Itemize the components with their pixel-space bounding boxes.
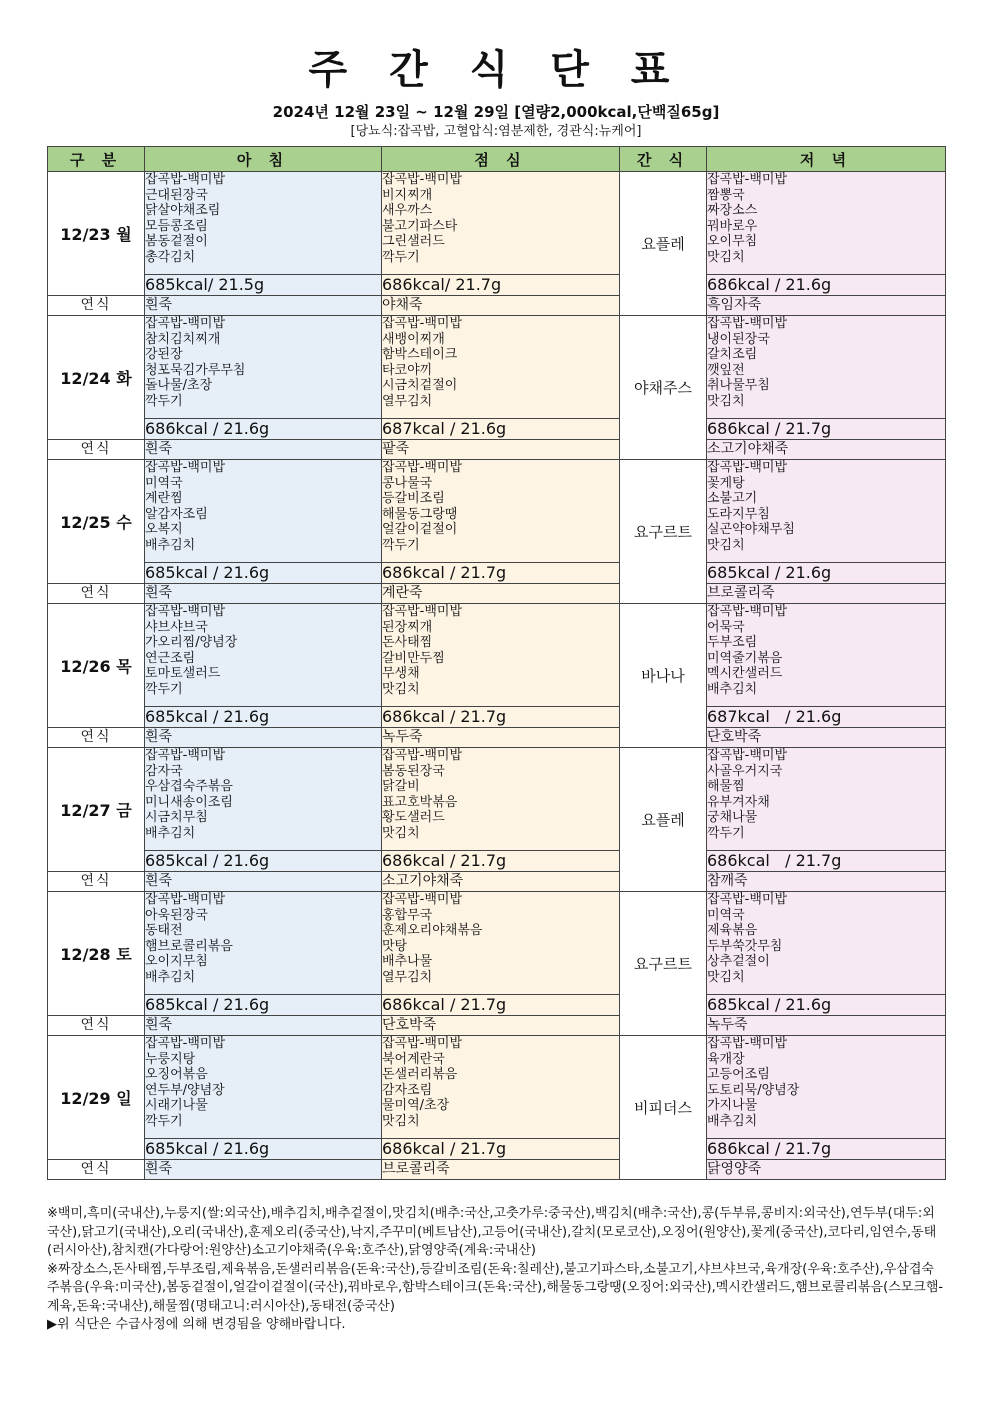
lunch-dish: 잡곡밥-백미밥 [382,316,463,331]
origin-note-1: ※백미,흑미(국내산),누룽지(쌀:외국산),배추김치,배추겉절이,맛김치(배추:국산,고춧가루:중국산),백김치(배추:국산),콩(두부류,콩비지:외국산),연두부(대두:외국산),닭고기(국내산),오리(국내산),훈제오리(중국산),낙지,주꾸미(베트남산),고등어(국내산),갈치(모로코산),오징어(원양산),꽃게(중국산),코다리,임연수,동태(러시아산),참치캔(가다랑어:원양산)소고기야채죽(우육:호주산),닭영양죽(계육:국내산) [47,1206,937,1258]
lunch-dish: 잡곡밥-백미밥 [382,604,463,619]
lunch-dish: 콩나물국 [382,475,433,491]
lunch-dish: 봄동된장국 [382,763,445,779]
lunch-soft-diet: 팥죽 [382,440,620,460]
header-category: 구 분 [48,147,145,172]
table-row [48,316,946,419]
dinner-dish: 잡곡밥-백미밥 [707,604,788,619]
dinner-dish: 잡곡밥-백미밥 [707,172,788,187]
kcal-row [48,563,946,584]
dinner-dishes [707,748,946,851]
lunch-dish: 물미역/초장 [382,1098,450,1114]
breakfast-dish: 오징어볶음 [145,1067,208,1083]
change-notice: ▶위 식단은 수급사정에 의해 변경됨을 양해바랍니다. [47,1317,346,1332]
breakfast-soft-diet: 흰죽 [145,584,382,604]
page-title: 주 간 식 단 표 [308,47,684,93]
lunch-dishes [382,604,620,707]
header-snack: 간 식 [620,147,707,172]
dinner-dishes [707,892,946,995]
breakfast-dish: 근대된장국 [145,187,208,203]
dinner-soft-diet: 소고기야채죽 [707,440,946,460]
soft-diet-label: 연식 [48,728,145,748]
dinner-dish: 도토리묵/양념장 [707,1082,800,1098]
breakfast-dish: 잡곡밥-백미밥 [145,460,226,475]
dinner-dish: 꿔바로우 [707,218,758,234]
dinner-dishes [707,460,946,563]
lunch-kcal: 686kcal/ 21.7g [382,275,620,296]
breakfast-dish: 깍두기 [145,681,183,697]
lunch-soft-diet: 녹두죽 [382,728,620,748]
lunch-dish: 그린샐러드 [382,234,445,250]
table-row [48,892,946,995]
breakfast-dish: 시금치무침 [145,810,208,826]
dinner-dish: 육개장 [707,1051,745,1067]
breakfast-dish: 배추김치 [145,969,196,985]
breakfast-dish: 미역국 [145,475,183,491]
soft-diet-row [48,728,946,748]
table-row [48,1036,946,1139]
breakfast-dishes [145,316,382,419]
dinner-dish: 실곤약야채무침 [707,522,795,538]
breakfast-dish: 오복지 [145,522,183,538]
lunch-dish: 훈제오리야채볶음 [382,923,483,939]
breakfast-dish: 총각김치 [145,249,196,265]
day-label: 12/29 일 [48,1036,145,1160]
lunch-dish: 북어계란국 [382,1051,445,1067]
breakfast-soft-diet: 흰죽 [145,440,382,460]
breakfast-soft-diet: 흰죽 [145,728,382,748]
dinner-dishes [707,316,946,419]
dinner-soft-diet: 녹두죽 [707,1016,946,1036]
lunch-dish: 얼갈이겉절이 [382,522,458,538]
dinner-dish: 냉이된장국 [707,331,770,347]
breakfast-dish: 돌나물/초장 [145,378,213,394]
dinner-dish: 해물찜 [707,779,745,795]
breakfast-dish: 알감자조림 [145,506,208,522]
dinner-kcal: 686kcal / 21.7g [707,851,946,872]
day-label: 12/24 화 [48,316,145,440]
breakfast-dishes [145,460,382,563]
breakfast-kcal: 685kcal / 21.6g [145,707,382,728]
breakfast-dish: 연두부/양념장 [145,1082,225,1098]
snack-item: 비피더스 [620,1036,707,1180]
table-header-row [48,147,946,172]
snack-item: 요구르트 [620,892,707,1036]
kcal-row [48,851,946,872]
lunch-dish: 잡곡밥-백미밥 [382,892,463,907]
breakfast-dishes [145,1036,382,1139]
lunch-dish: 맛탕 [382,938,408,954]
soft-diet-label: 연식 [48,584,145,604]
kcal-row [48,707,946,728]
lunch-dish: 맛김치 [382,825,420,841]
breakfast-dish: 토마토샐러드 [145,666,221,682]
origin-notes [47,1205,945,1335]
breakfast-dishes [145,892,382,995]
soft-diet-row [48,584,946,604]
breakfast-dish: 잡곡밥-백미밥 [145,172,226,187]
dinner-dish: 배추김치 [707,681,758,697]
dinner-dishes [707,604,946,707]
dinner-dish: 짜장소스 [707,203,758,219]
lunch-soft-diet: 소고기야채죽 [382,872,620,892]
dinner-dish: 꽃게탕 [707,475,745,491]
dinner-dish: 사골우거지국 [707,763,783,779]
lunch-dish: 황도샐러드 [382,810,445,826]
lunch-dishes [382,1036,620,1139]
day-label: 12/25 수 [48,460,145,584]
dinner-soft-diet: 브로콜리죽 [707,584,946,604]
soft-diet-label: 연식 [48,872,145,892]
lunch-dish: 열무김치 [382,969,433,985]
breakfast-kcal: 685kcal/ 21.5g [145,275,382,296]
breakfast-dish: 미니새송이조림 [145,794,233,810]
lunch-dish: 깍두기 [382,537,420,553]
lunch-soft-diet: 브로콜리죽 [382,1160,620,1180]
dinner-kcal: 686kcal / 21.7g [707,1139,946,1160]
dinner-dish: 제육볶음 [707,923,758,939]
dinner-dish: 잡곡밥-백미밥 [707,748,788,763]
weekly-menu-table [47,146,946,1180]
dinner-dish: 잡곡밥-백미밥 [707,460,788,475]
soft-diet-row [48,1160,946,1180]
dinner-dish: 잡곡밥-백미밥 [707,1036,788,1051]
dinner-dish: 갈치조림 [707,347,758,363]
breakfast-dish: 잡곡밥-백미밥 [145,1036,226,1051]
header-lunch: 점 심 [382,147,620,172]
header-breakfast: 아 침 [145,147,382,172]
snack-item: 요구르트 [620,460,707,604]
dinner-dish: 두부조림 [707,635,758,651]
soft-diet-label: 연식 [48,1160,145,1180]
breakfast-dish: 모듬콩조림 [145,218,208,234]
lunch-dish: 해물동그랑땡 [382,506,458,522]
lunch-kcal: 686kcal / 21.7g [382,707,620,728]
lunch-dish: 잡곡밥-백미밥 [382,172,463,187]
lunch-kcal: 686kcal / 21.7g [382,563,620,584]
dinner-dish: 깍두기 [707,825,745,841]
lunch-dish: 무생채 [382,666,420,682]
lunch-dish: 새우까스 [382,203,433,219]
breakfast-dishes [145,748,382,851]
breakfast-soft-diet: 흰죽 [145,1016,382,1036]
breakfast-dish: 잡곡밥-백미밥 [145,748,226,763]
breakfast-dish: 우삼겹숙주볶음 [145,779,233,795]
dinner-dish: 두부쑥갓무침 [707,938,783,954]
soft-diet-label: 연식 [48,1016,145,1036]
dinner-dish: 잡곡밥-백미밥 [707,892,788,907]
dinner-dish: 상추겉절이 [707,954,770,970]
dinner-kcal: 687kcal / 21.6g [707,707,946,728]
breakfast-kcal: 685kcal / 21.6g [145,563,382,584]
lunch-kcal: 686kcal / 21.7g [382,851,620,872]
breakfast-dish: 깍두기 [145,393,183,409]
lunch-dish: 비지찌개 [382,187,433,203]
lunch-kcal: 686kcal / 21.7g [382,995,620,1016]
breakfast-kcal: 685kcal / 21.6g [145,851,382,872]
lunch-dish: 불고기파스타 [382,218,458,234]
breakfast-dish: 참치김치찌개 [145,331,221,347]
breakfast-soft-diet: 흰죽 [145,872,382,892]
snack-item: 야채주스 [620,316,707,460]
dinner-dish: 취나물무침 [707,378,770,394]
dinner-dish: 도라지무침 [707,506,770,522]
date-range-subtitle: 2024년 12월 23일 ~ 12월 29일 [열량2,000kcal,단백질65g] [272,103,720,121]
lunch-kcal: 687kcal / 21.6g [382,419,620,440]
lunch-dish: 열무김치 [382,393,433,409]
breakfast-dish: 시래기나물 [145,1098,208,1114]
day-label: 12/23 월 [48,172,145,296]
dinner-dishes [707,1036,946,1139]
breakfast-dish: 닭살야채조림 [145,203,221,219]
breakfast-soft-diet: 흰죽 [145,1160,382,1180]
day-label: 12/27 금 [48,748,145,872]
diet-note: [당뇨식:잡곡밥, 고혈압식:염분제한, 경관식:뉴케어] [350,124,642,139]
lunch-dish: 표고호박볶음 [382,794,458,810]
snack-item: 요플레 [620,172,707,316]
dinner-soft-diet: 단호박죽 [707,728,946,748]
origin-note-2: ※짜장소스,돈사태찜,두부조림,제육볶음,돈샐러리볶음(돈육:국산),등갈비조림(돈육:칠레산),불고기파스타,소불고기,샤브샤브국,육개장(우육:호주산),우삼겹숙주볶음(우육:미국산),봄동겉절이,얼갈이겉절이(국산),꿔바로우,함박스테이크(돈육:국산),해물동그랑땡(오징어:외국산),멕시칸샐러드,햄브로콜리볶음(스모크햄-계육,돈육:국내산),해물찜(명태고니:러시아산),동태전(중국산) [47,1261,944,1314]
breakfast-dish: 청포묵김가루무침 [145,362,246,378]
breakfast-dishes [145,604,382,707]
dinner-soft-diet: 참깨죽 [707,872,946,892]
dinner-dish: 궁채나물 [707,810,758,826]
lunch-soft-diet: 계란죽 [382,584,620,604]
breakfast-dish: 동태전 [145,923,183,939]
lunch-dish: 새뱅이찌개 [382,331,445,347]
dinner-dish: 맛김치 [707,249,745,265]
lunch-dish: 함박스테이크 [382,347,458,363]
lunch-dish: 배추나물 [382,954,433,970]
breakfast-dish: 샤브샤브국 [145,619,208,635]
dinner-dish: 오이무침 [707,234,758,250]
soft-diet-row [48,1016,946,1036]
lunch-dish: 타코야끼 [382,362,433,378]
breakfast-kcal: 685kcal / 21.6g [145,995,382,1016]
table-row [48,172,946,275]
lunch-dish: 감자조림 [382,1082,433,1098]
dinner-dish: 미역국 [707,907,745,923]
dinner-dish: 맛김치 [707,969,745,985]
lunch-dish: 돈샐러리볶음 [382,1067,458,1083]
breakfast-dish: 잡곡밥-백미밥 [145,316,226,331]
lunch-dish: 된장찌개 [382,619,433,635]
breakfast-dish: 배추김치 [145,537,196,553]
breakfast-soft-diet: 흰죽 [145,296,382,316]
breakfast-dish: 오이지무침 [145,954,208,970]
lunch-dish: 잡곡밥-백미밥 [382,748,463,763]
dinner-dishes [707,172,946,275]
table-row [48,748,946,851]
breakfast-dish: 계란찜 [145,491,183,507]
breakfast-dish: 강된장 [145,347,183,363]
dinner-dish: 소불고기 [707,491,758,507]
lunch-dishes [382,172,620,275]
breakfast-dishes [145,172,382,275]
dinner-dish: 어묵국 [707,619,745,635]
breakfast-dish: 누룽지탕 [145,1051,196,1067]
lunch-soft-diet: 단호박죽 [382,1016,620,1036]
dinner-dish: 잡곡밥-백미밥 [707,316,788,331]
lunch-dish: 맛김치 [382,681,420,697]
breakfast-dish: 햄브로콜리볶음 [145,938,233,954]
soft-diet-label: 연식 [48,296,145,316]
breakfast-dish: 깍두기 [145,1113,183,1129]
dinner-kcal: 686kcal / 21.7g [707,419,946,440]
dinner-dish: 미역줄기볶음 [707,650,783,666]
soft-diet-row [48,872,946,892]
lunch-dishes [382,460,620,563]
snack-item: 바나나 [620,604,707,748]
dinner-kcal: 685kcal / 21.6g [707,995,946,1016]
lunch-dish: 잡곡밥-백미밥 [382,1036,463,1051]
lunch-dish: 맛김치 [382,1113,420,1129]
day-label: 12/28 토 [48,892,145,1016]
kcal-row [48,1139,946,1160]
dinner-dish: 가지나물 [707,1098,758,1114]
breakfast-dish: 배추김치 [145,825,196,841]
dinner-dish: 맛김치 [707,537,745,553]
header-dinner: 저 녁 [707,147,946,172]
lunch-dish: 홍합무국 [382,907,433,923]
lunch-dish: 잡곡밥-백미밥 [382,460,463,475]
soft-diet-label: 연식 [48,440,145,460]
lunch-dishes [382,316,620,419]
lunch-dish: 깍두기 [382,249,420,265]
lunch-dishes [382,892,620,995]
breakfast-dish: 연근조림 [145,650,196,666]
table-row [48,604,946,707]
dinner-dish: 깻잎전 [707,362,745,378]
dinner-soft-diet: 흑임자죽 [707,296,946,316]
lunch-dish: 돈사태찜 [382,635,433,651]
kcal-row [48,995,946,1016]
soft-diet-row [48,296,946,316]
dinner-dish: 짬뽕국 [707,187,745,203]
snack-item: 요플레 [620,748,707,892]
lunch-dishes [382,748,620,851]
dinner-kcal: 685kcal / 21.6g [707,563,946,584]
lunch-dish: 시금치겉절이 [382,378,458,394]
lunch-dish: 닭갈비 [382,779,420,795]
lunch-dish: 등갈비조림 [382,491,445,507]
breakfast-dish: 잡곡밥-백미밥 [145,892,226,907]
dinner-dish: 배추김치 [707,1113,758,1129]
breakfast-kcal: 685kcal / 21.6g [145,1139,382,1160]
dinner-dish: 멕시칸샐러드 [707,666,783,682]
dinner-kcal: 686kcal / 21.6g [707,275,946,296]
lunch-dish: 갈비만두찜 [382,650,445,666]
menu-body [48,172,946,1180]
dinner-dish: 맛김치 [707,393,745,409]
dinner-soft-diet: 닭영양죽 [707,1160,946,1180]
breakfast-dish: 아욱된장국 [145,907,208,923]
breakfast-dish: 잡곡밥-백미밥 [145,604,226,619]
day-label: 12/26 목 [48,604,145,728]
kcal-row [48,275,946,296]
breakfast-dish: 봄동겉절이 [145,234,208,250]
breakfast-kcal: 686kcal / 21.6g [145,419,382,440]
breakfast-dish: 가오리찜/양념장 [145,635,238,651]
table-row [48,460,946,563]
breakfast-dish: 감자국 [145,763,183,779]
lunch-kcal: 686kcal / 21.7g [382,1139,620,1160]
soft-diet-row [48,440,946,460]
dinner-dish: 고등어조림 [707,1067,770,1083]
lunch-soft-diet: 야채죽 [382,296,620,316]
kcal-row [48,419,946,440]
dinner-dish: 유부겨자채 [707,794,770,810]
